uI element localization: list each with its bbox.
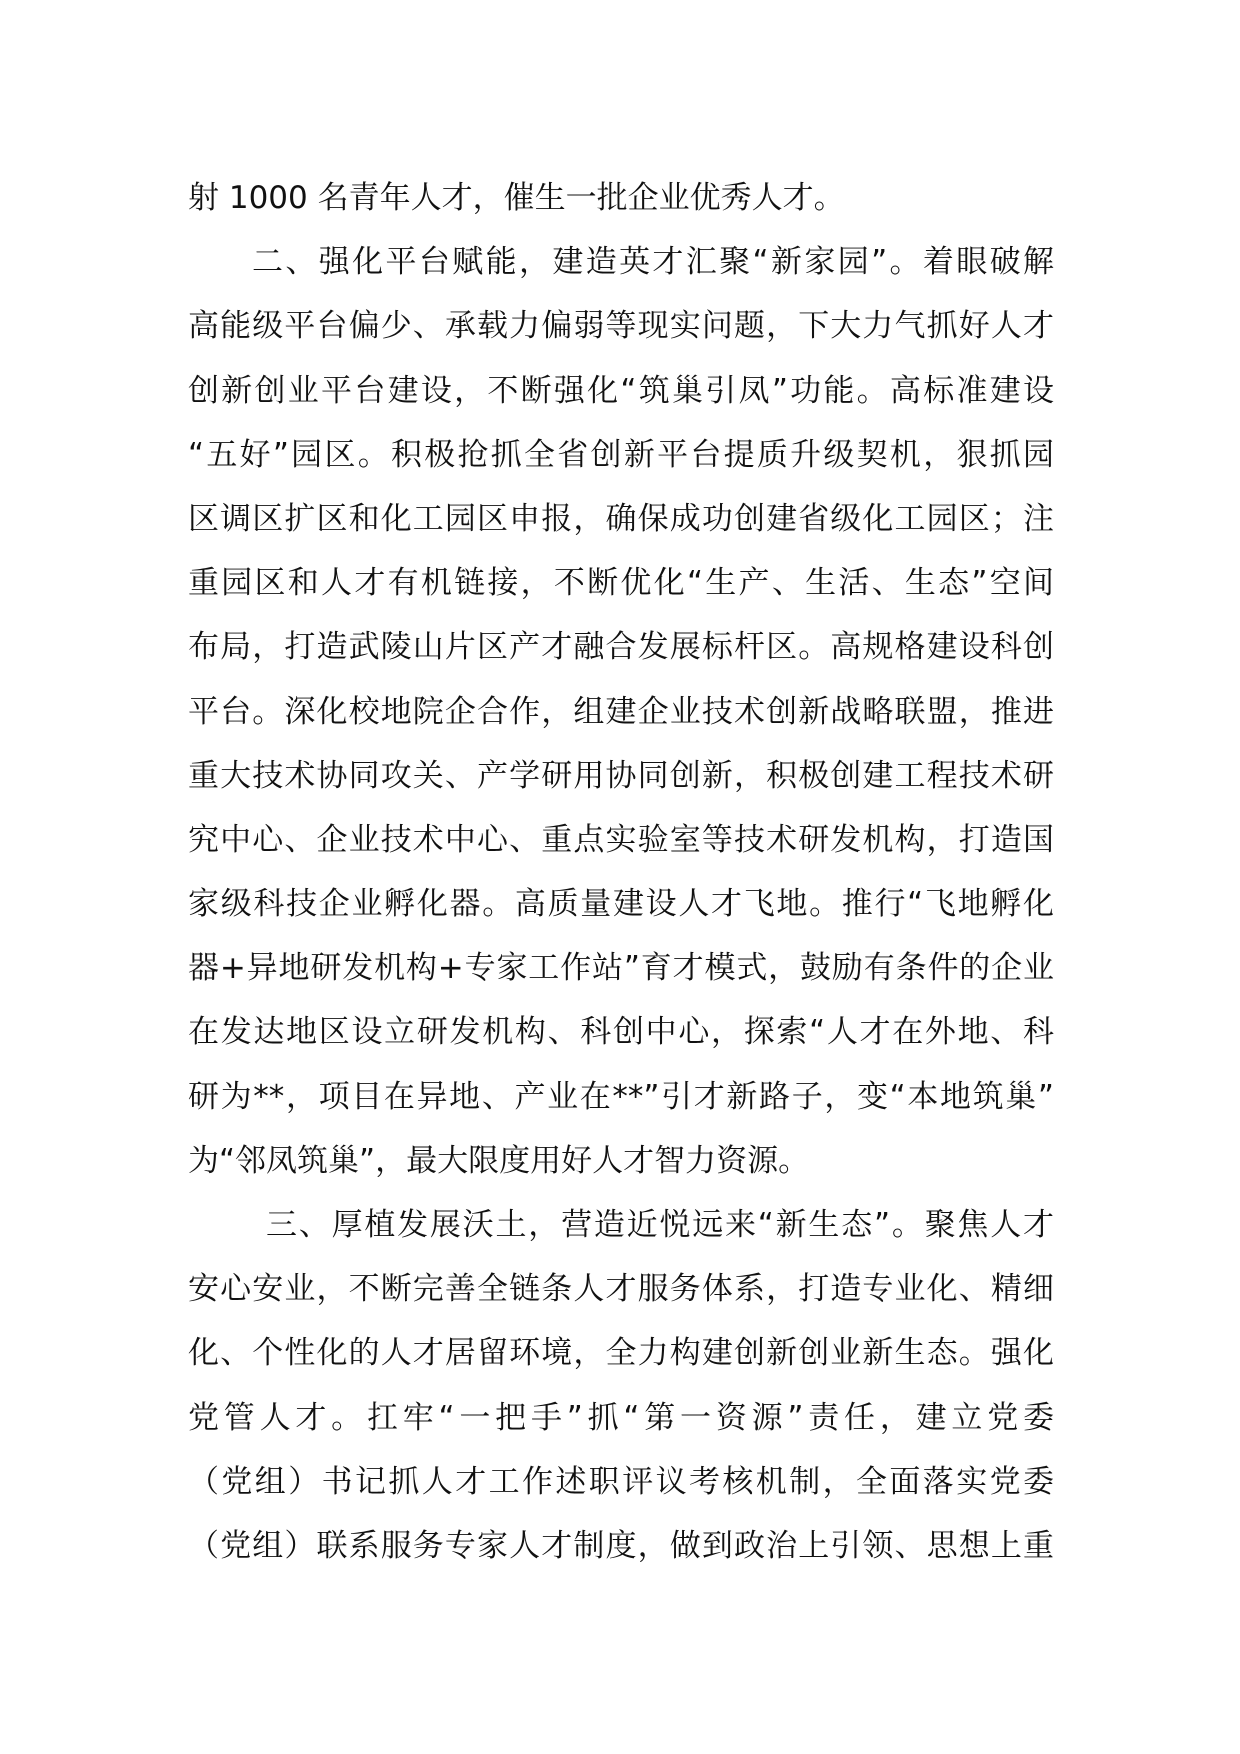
- text-line: 为“邻凤筑巢”，最大限度用好人才智力资源。: [188, 1142, 810, 1179]
- text-line: 器+异地研发机构+专家工作站”育才模式，鼓励有条件的企业: [188, 950, 1054, 987]
- text-line: 党管人才。扛牢“一把手”抓“第一资源”责任，建立党委: [188, 1399, 1054, 1436]
- text-line: 在发达地区设立研发机构、科创中心，探索“人才在外地、科: [188, 1014, 1054, 1051]
- text-line: 区调区扩区和化工园区申报，确保成功创建省级化工园区；注: [188, 500, 1054, 537]
- paragraph-heading-line: 三、厚植发展沃土，营造近悦远来“新生态”。聚焦人才: [266, 1207, 1054, 1243]
- text-line: 研为**，项目在异地、产业在**”引才新路子，变“本地筑巢”: [188, 1078, 1054, 1115]
- paragraph-heading-line: 二、强化平台赋能，建造英才汇聚“新家园”。着眼破解: [252, 244, 1054, 281]
- text-line: 创新创业平台建设，不断强化“筑巢引凤”功能。高标准建设: [188, 372, 1054, 409]
- text-line: 重园区和人才有机链接，不断优化“生产、生活、生态”空间: [188, 565, 1054, 602]
- text-line: 射 1000 名青年人才，催生一批企业优秀人才。: [188, 180, 845, 216]
- text-line: 布局，打造武陵山片区产才融合发展标杆区。高规格建设科创: [188, 629, 1054, 666]
- text-line: 化、个性化的人才居留环境，全力构建创新创业新生态。强化: [188, 1335, 1054, 1372]
- text-line: 安心安业，不断完善全链条人才服务体系，打造专业化、精细: [188, 1271, 1054, 1308]
- text-line: 重大技术协同攻关、产学研用协同创新，积极创建工程技术研: [188, 757, 1054, 794]
- body-text: [188, 166, 1054, 1578]
- text-line: 究中心、企业技术中心、重点实验室等技术研发机构，打造国: [188, 821, 1054, 858]
- text-line: 高能级平台偏少、承载力偏弱等现实问题，下大力气抓好人才: [188, 308, 1054, 345]
- text-line: 平台。深化校地院企合作，组建企业技术创新战略联盟，推进: [188, 693, 1054, 730]
- text-line: （党组）联系服务专家人才制度，做到政治上引领、思想上重: [188, 1527, 1054, 1564]
- text-line: （党组）书记抓人才工作述职评议考核机制，全面落实党委: [188, 1463, 1054, 1500]
- text-line: “五好”园区。积极抢抓全省创新平台提质升级契机，狠抓园: [188, 436, 1054, 473]
- text-line: 家级科技企业孵化器。高质量建设人才飞地。推行“飞地孵化: [188, 886, 1054, 923]
